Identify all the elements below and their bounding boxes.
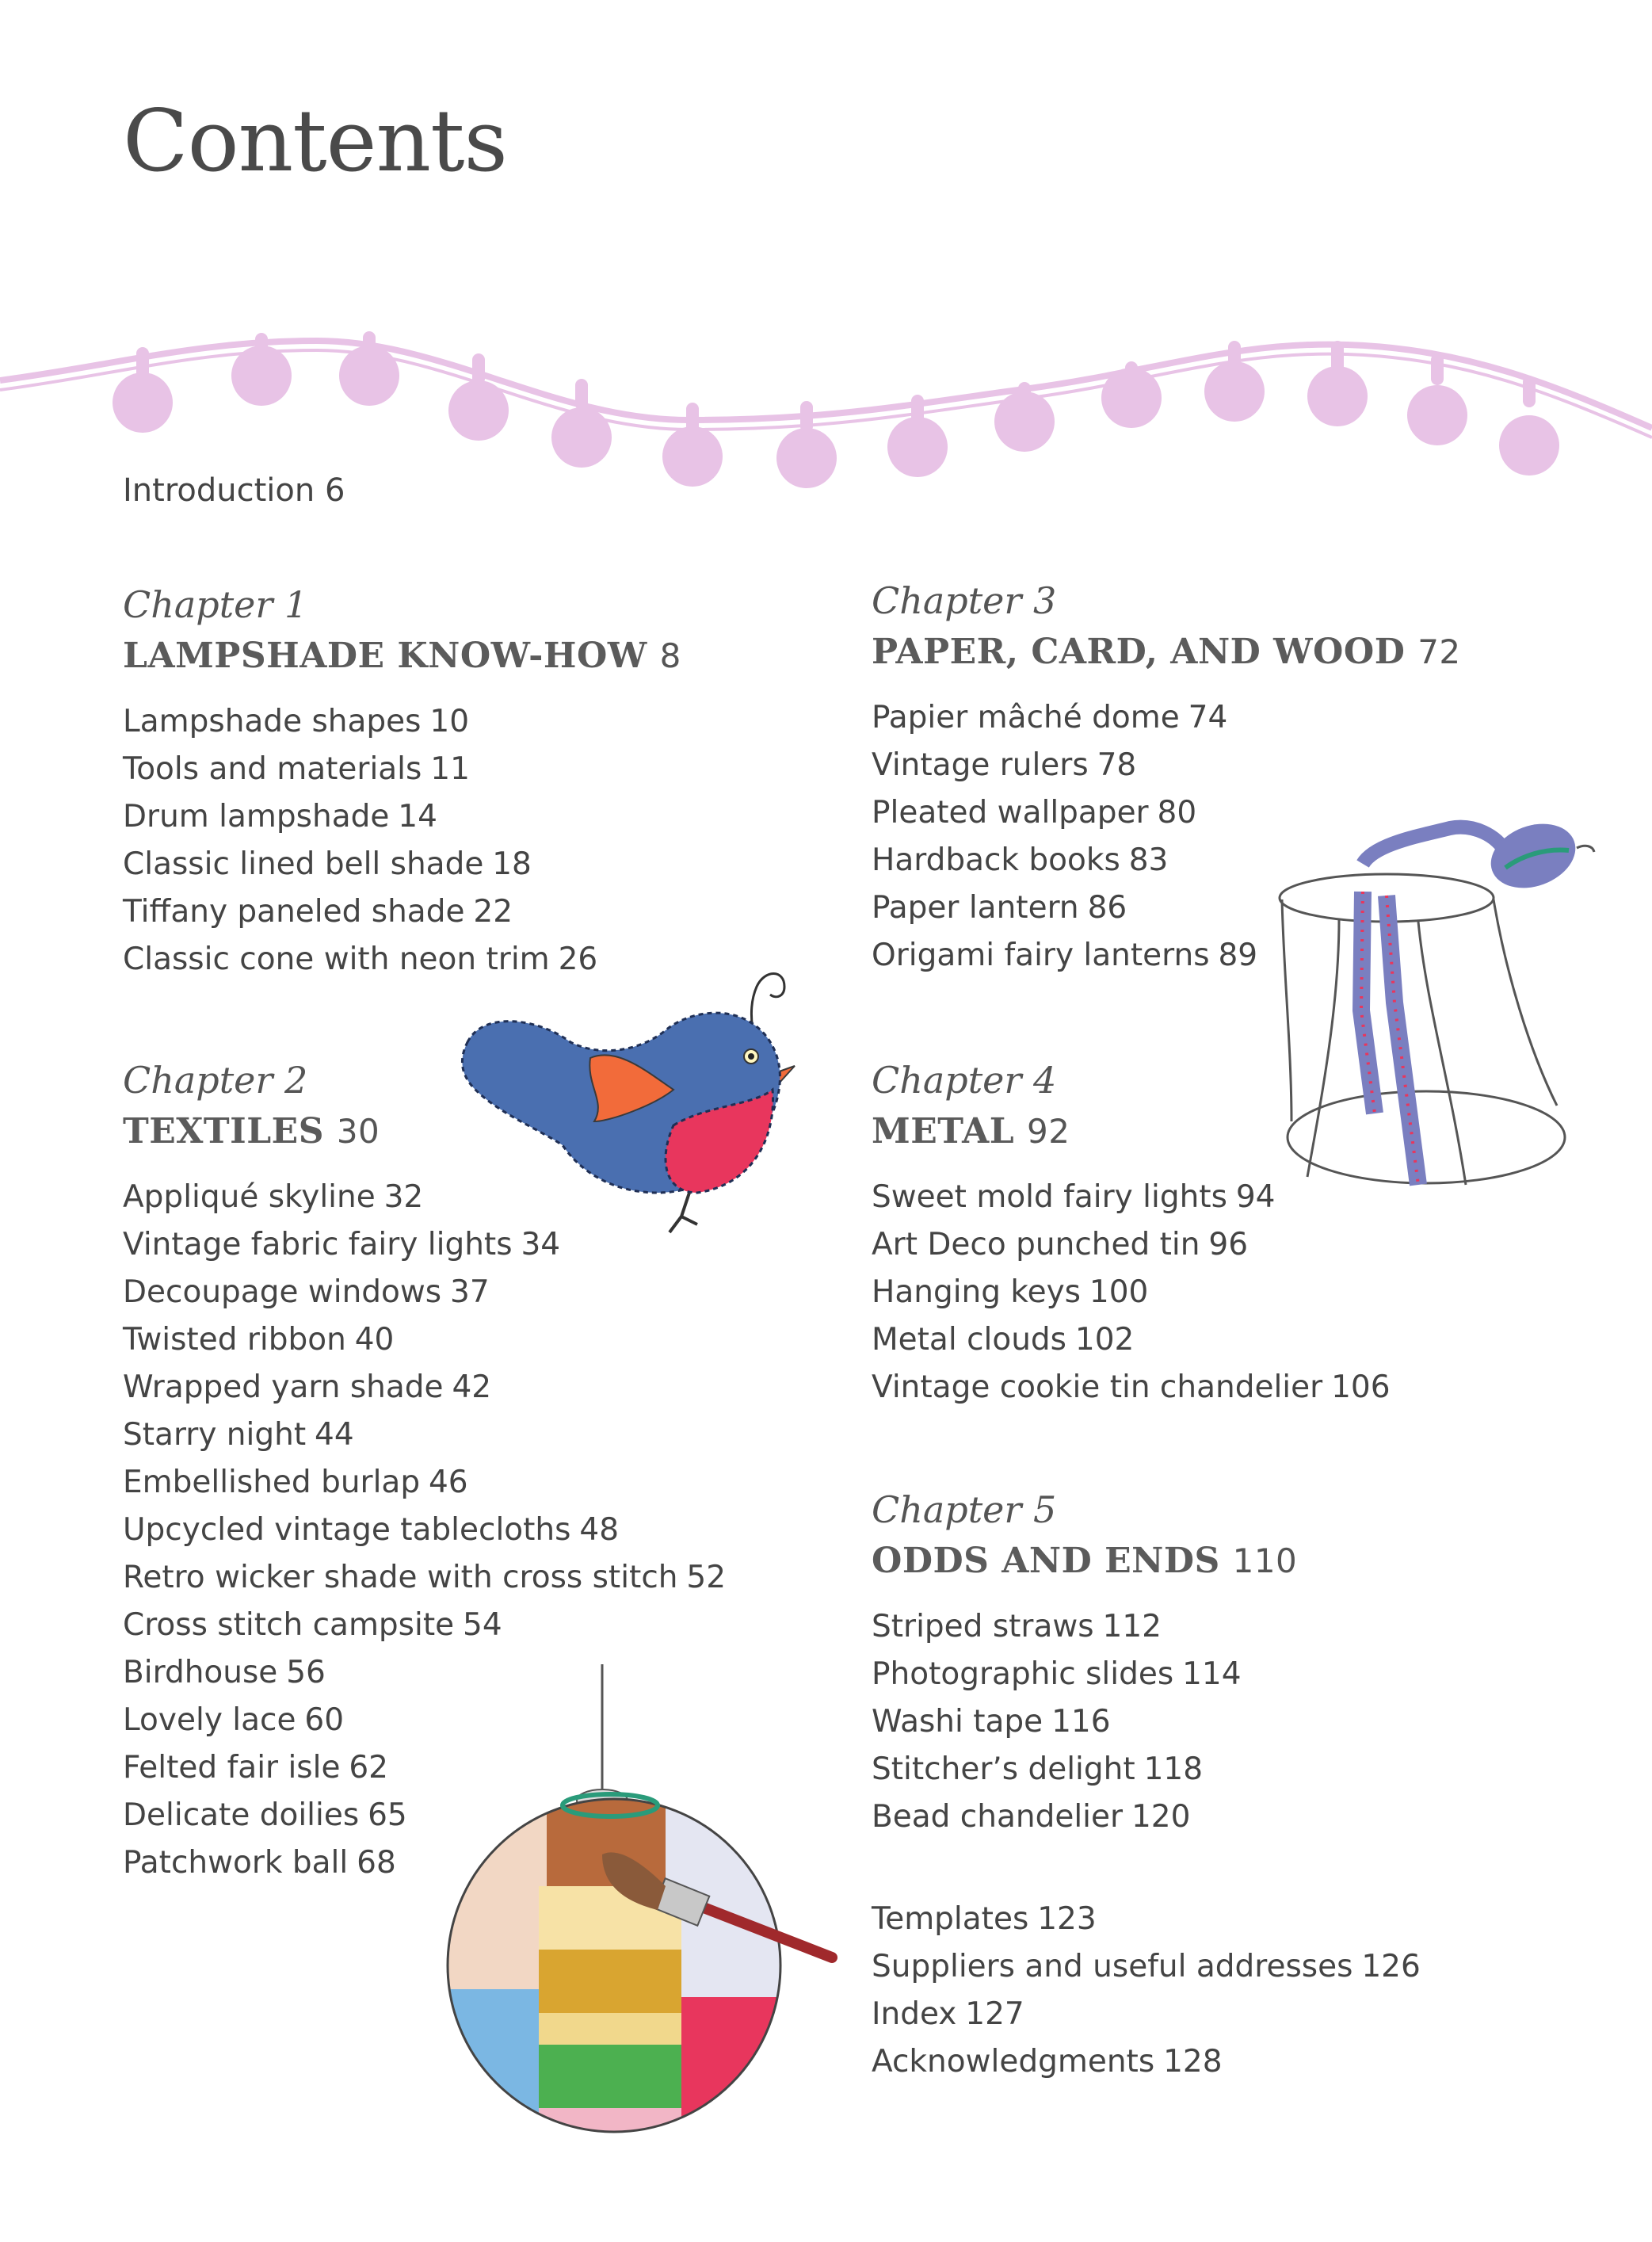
item-page: 120 (1131, 1798, 1191, 1835)
item-page: 83 (1128, 842, 1169, 878)
item-page: 112 (1102, 1608, 1162, 1644)
item-title: Vintage rulers (872, 747, 1089, 783)
list-item (872, 1651, 1585, 1698)
item-page: 37 (450, 1274, 490, 1310)
back-matter-items (872, 1896, 1585, 2086)
chapter-label: Chapter 2 (123, 1059, 308, 1102)
item-page: 18 (492, 846, 532, 882)
item-page: 127 (965, 1996, 1024, 2032)
chapter-page: 110 (1232, 1541, 1298, 1580)
item-title: Cross stitch campsite (123, 1606, 455, 1643)
item-title: Twisted ribbon (123, 1321, 346, 1358)
chapter-title-text: PAPER, CARD, AND WOOD (872, 632, 1406, 672)
bird-illustration (452, 955, 800, 1240)
chapter-1 (123, 583, 836, 984)
item-title: Paper lantern (872, 889, 1079, 926)
item-title: Appliqué skyline (123, 1178, 376, 1215)
item-page: 65 (368, 1797, 407, 1833)
back-matter (872, 1896, 1585, 2086)
item-title: Bead chandelier (872, 1798, 1124, 1835)
list-item (123, 841, 836, 888)
item-title: Photographic slides (872, 1656, 1174, 1692)
item-page: 100 (1089, 1274, 1149, 1310)
item-title: Index (872, 1996, 957, 2032)
list-item (123, 1602, 836, 1649)
item-title: Vintage fabric fairy lights (123, 1226, 513, 1262)
item-page: 48 (579, 1511, 620, 1548)
list-item (123, 1459, 836, 1507)
item-page: 40 (354, 1321, 395, 1358)
item-title: Decoupage windows (123, 1274, 442, 1310)
item-title: Striped straws (872, 1608, 1094, 1644)
item-page: 56 (286, 1654, 326, 1690)
chapter-page: 72 (1417, 632, 1461, 671)
lampshade-frame-illustration (1268, 812, 1600, 1224)
list-item (123, 746, 836, 793)
list-item (872, 1793, 1585, 1841)
item-title: Retro wicker shade with cross stitch (123, 1559, 678, 1595)
item-page: 123 (1037, 1901, 1097, 1937)
item-title: Lampshade shapes (123, 703, 422, 739)
list-item (872, 742, 1585, 789)
item-page: 22 (473, 893, 513, 930)
chapter-title-text: LAMPSHADE KNOW-HOW (123, 636, 647, 676)
chapter-title-text: ODDS AND ENDS (872, 1541, 1220, 1581)
item-title: Wrapped yarn shade (123, 1369, 444, 1405)
item-page: 86 (1087, 889, 1127, 926)
item-title: Origami fairy lanterns (872, 937, 1210, 973)
list-item (872, 1698, 1585, 1746)
list-item (123, 1316, 836, 1364)
item-title: Metal clouds (872, 1321, 1066, 1358)
chapter-title (123, 636, 836, 678)
item-title: Classic cone with neon trim (123, 941, 550, 977)
item-page: 14 (398, 798, 437, 835)
item-title: Suppliers and useful addresses (872, 1949, 1353, 1984)
list-item (872, 2038, 1585, 2086)
item-page: 42 (452, 1369, 492, 1405)
list-item (123, 1269, 836, 1316)
item-page: 52 (686, 1559, 727, 1595)
item-title: Delicate doilies (123, 1797, 360, 1833)
item-page: 46 (428, 1464, 468, 1500)
item-title: Sweet mold fairy lights (872, 1178, 1227, 1215)
item-page: 128 (1163, 2044, 1223, 2080)
chapter-label: Chapter 3 (872, 579, 1057, 622)
item-title: Upcycled vintage tablecloths (123, 1511, 571, 1548)
list-item (872, 1316, 1585, 1364)
item-title: Acknowledgments (872, 2044, 1155, 2080)
list-item (872, 1364, 1585, 1411)
chapter-label: Chapter 5 (872, 1488, 1057, 1531)
page-title: Contents (123, 92, 507, 191)
item-page: 60 (304, 1702, 345, 1738)
chapter-items (872, 1603, 1585, 1841)
chapter-page: 8 (659, 636, 681, 675)
item-page: 54 (463, 1606, 502, 1643)
chapter-page: 30 (336, 1112, 380, 1151)
chapter-title-text: TEXTILES (123, 1111, 324, 1152)
item-page: 118 (1143, 1751, 1204, 1787)
list-item (872, 1991, 1585, 2038)
item-title: Tools and materials (123, 751, 422, 787)
item-page: 116 (1051, 1703, 1111, 1740)
list-item (872, 1746, 1585, 1793)
item-page: 62 (349, 1749, 388, 1786)
item-title: Vintage cookie tin chandelier (872, 1369, 1323, 1405)
list-item (123, 888, 836, 936)
list-item (123, 1507, 836, 1554)
chapter-title-text: METAL (872, 1111, 1015, 1152)
item-page: 114 (1182, 1656, 1242, 1692)
list-item (872, 1221, 1585, 1269)
item-page: 89 (1218, 937, 1258, 973)
item-title: Art Deco punched tin (872, 1226, 1200, 1262)
item-title: Embellished burlap (123, 1464, 421, 1500)
garland-illustration (0, 309, 1652, 499)
item-title: Hanging keys (872, 1274, 1081, 1310)
list-item (872, 1269, 1585, 1316)
item-page: 26 (558, 941, 598, 977)
chapter-label: Chapter 1 (123, 583, 308, 626)
item-title: Stitcher’s delight (872, 1751, 1135, 1787)
item-title: Tiffany paneled shade (123, 893, 465, 930)
item-page: 34 (521, 1226, 561, 1262)
item-title: Classic lined bell shade (123, 846, 484, 882)
item-page: 68 (357, 1844, 396, 1881)
list-item (123, 1364, 836, 1411)
list-item (872, 1896, 1585, 1943)
chapter-label: Chapter 4 (872, 1059, 1057, 1102)
item-page: 102 (1074, 1321, 1135, 1358)
item-page: 74 (1188, 699, 1228, 735)
item-page: 106 (1331, 1369, 1391, 1405)
chapter-page: 92 (1026, 1112, 1070, 1151)
patchwork-ball-illustration (420, 1664, 840, 2140)
item-title: Templates (872, 1901, 1029, 1937)
list-item (872, 1943, 1585, 1991)
item-page: 11 (430, 751, 470, 787)
item-page: 78 (1097, 747, 1137, 783)
item-title: Felted fair isle (123, 1749, 341, 1786)
list-item (123, 698, 836, 746)
chapter-title (872, 632, 1585, 674)
introduction-entry (123, 472, 345, 509)
item-title: Hardback books (872, 842, 1120, 878)
item-title: Drum lampshade (123, 798, 390, 835)
item-page: 10 (429, 703, 470, 739)
item-page: 96 (1208, 1226, 1249, 1262)
chapter-items (123, 698, 836, 984)
item-page: 32 (383, 1178, 424, 1215)
item-page: 44 (315, 1416, 354, 1453)
introduction-title: Introduction (123, 472, 315, 509)
item-page: 80 (1157, 794, 1197, 831)
list-item (123, 1411, 836, 1459)
chapter-title (872, 1541, 1585, 1583)
item-page: 126 (1361, 1949, 1421, 1984)
item-title: Papier mâché dome (872, 699, 1180, 735)
item-title: Patchwork ball (123, 1844, 349, 1881)
item-title: Washi tape (872, 1703, 1043, 1740)
list-item (872, 694, 1585, 742)
list-item (123, 793, 836, 841)
item-title: Starry night (123, 1416, 307, 1453)
item-title: Lovely lace (123, 1702, 296, 1738)
chapter-5 (872, 1488, 1585, 1841)
introduction-page: 6 (324, 472, 345, 509)
item-title: Birdhouse (123, 1654, 278, 1690)
item-page: 94 (1235, 1178, 1276, 1215)
list-item (872, 1603, 1585, 1651)
list-item (123, 1554, 836, 1602)
item-title: Pleated wallpaper (872, 794, 1149, 831)
